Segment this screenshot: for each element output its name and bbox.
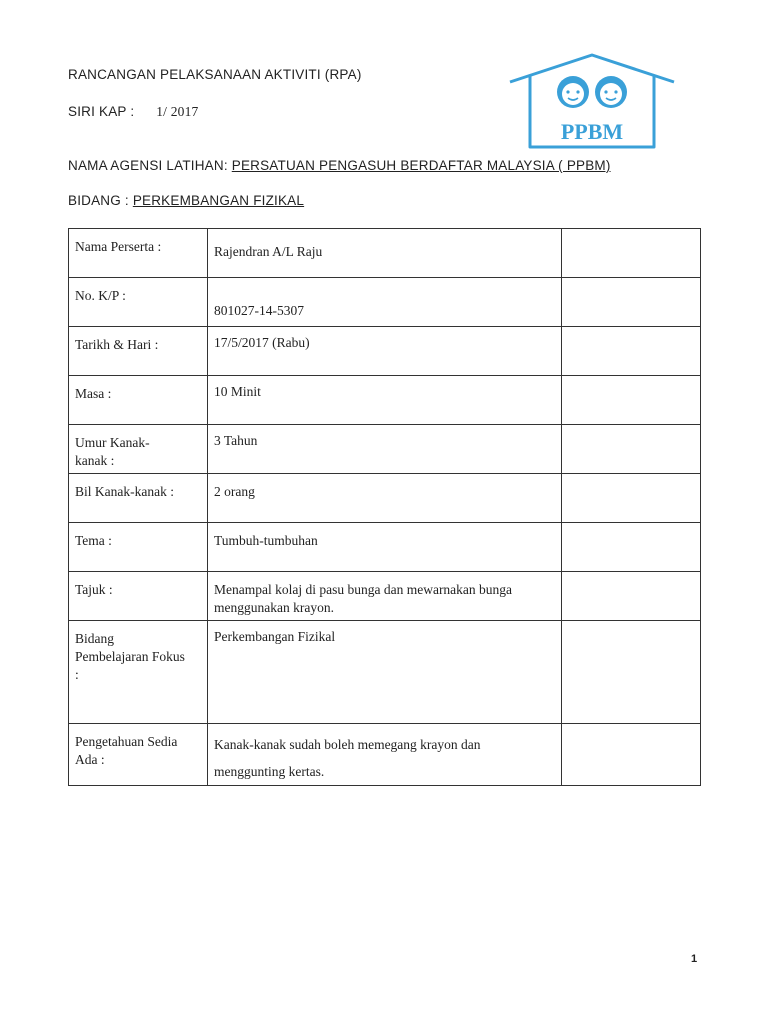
row-extra [562,376,701,425]
row-label-line: : [75,667,79,682]
bidang-value: PERKEMBANGAN FIZIKAL [132,193,305,208]
row-extra [562,621,701,724]
row-extra [562,229,701,278]
row-value: Tumbuh-tumbuhan [208,523,562,572]
row-value-line: Menampal kolaj di pasu bunga dan mewarnakan bunga [214,582,513,597]
document-title: RANCANGAN PELAKSANAAN AKTIVITI (RPA) [68,67,362,82]
row-label-line: Pengetahuan Sedia [75,734,178,749]
table-row [69,621,701,724]
row-value: 17/5/2017 (Rabu) [208,327,562,376]
row-value: 2 orang [208,474,562,523]
row-extra [562,327,701,376]
row-label: Tema : [69,523,208,572]
row-label: No. K/P : [69,278,208,327]
row-label: Tajuk : [69,572,208,621]
table-row [69,474,701,523]
row-label: Nama Perserta : [69,229,208,278]
table-row [69,327,701,376]
row-extra [562,474,701,523]
row-value-line: menggunting kertas. [214,764,325,779]
table-row [69,572,701,621]
row-label-line: Pembelajaran Fokus [75,649,185,664]
table-row [69,376,701,425]
ppbm-logo [508,52,676,150]
row-value: 801027-14-5307 [208,278,562,327]
table-row [69,229,701,278]
row-label: Tarikh & Hari : [69,327,208,376]
children-faces-icon [557,76,627,108]
row-extra [562,278,701,327]
siri-kap-label: SIRI KAP : [68,104,135,119]
agensi-label: NAMA AGENSI LATIHAN: [68,158,232,173]
row-label-line: Bidang [75,631,114,646]
row-value [208,724,562,786]
row-extra [562,724,701,786]
row-label-line: Ada : [75,752,105,767]
row-extra [562,523,701,572]
table-row [69,278,701,327]
row-label: Masa : [69,376,208,425]
row-value: 3 Tahun [208,425,562,474]
bidang-label: BIDANG : [68,193,133,208]
row-value: 10 Minit [208,376,562,425]
row-label [69,724,208,786]
row-label [69,621,208,724]
agensi-line [68,158,611,173]
row-value: Rajendran A/L Raju [208,229,562,278]
rpa-table [68,228,701,786]
table-row [69,724,701,786]
row-label-line: Umur Kanak- [75,435,150,450]
siri-kap-line [68,104,199,120]
row-label-line: kanak : [75,453,115,468]
row-label [69,425,208,474]
table-row [69,523,701,572]
table-row [69,425,701,474]
agensi-value: PERSATUAN PENGASUH BERDAFTAR MALAYSIA ( PPBM) [231,158,611,173]
row-label: Bil Kanak-kanak : [69,474,208,523]
row-value-line: Kanak-kanak sudah boleh memegang krayon dan [214,737,481,752]
row-extra [562,572,701,621]
logo-text: PPBM [560,119,624,144]
row-value-line: menggunakan krayon. [214,600,334,615]
row-value: Perkembangan Fizikal [208,621,562,724]
row-extra [562,425,701,474]
siri-kap-value: 1/ 2017 [156,104,199,119]
row-value [208,572,562,621]
bidang-line [68,193,304,208]
page-number: 1 [691,953,698,965]
